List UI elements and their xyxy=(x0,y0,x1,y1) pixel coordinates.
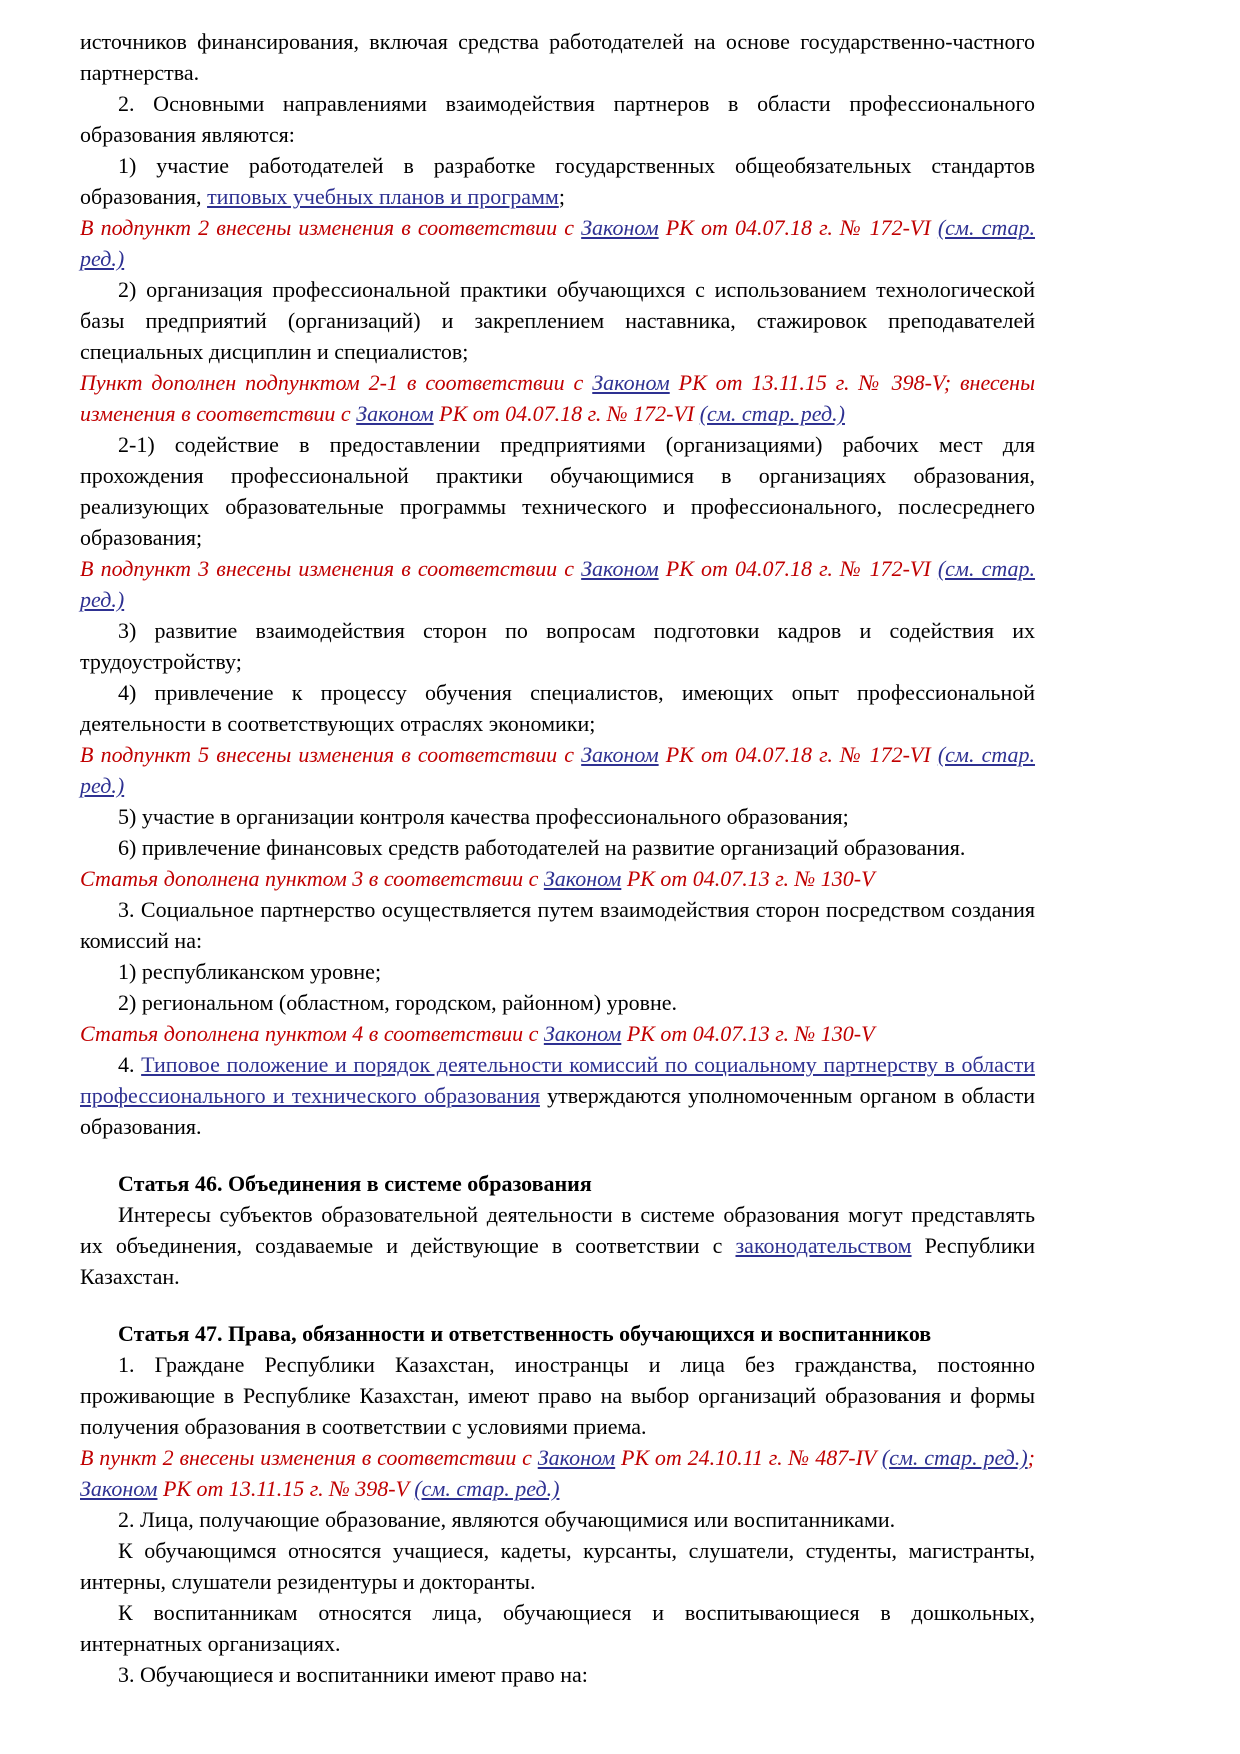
hyperlink[interactable]: Законом xyxy=(356,401,434,426)
text-run: 3. Социальное партнерство осуществляется путем взаимодействия сторон посредством создания комиссий на: xyxy=(80,897,1035,953)
amendment-note xyxy=(80,739,1035,801)
paragraph xyxy=(80,274,1035,367)
hyperlink[interactable]: Законом xyxy=(581,556,659,581)
text-run: Республики Казахстан. xyxy=(80,1233,1035,1289)
paragraph xyxy=(80,987,1035,1018)
paragraph xyxy=(80,1659,1035,1690)
text-run: 5) участие в организации контроля качества профессионального образования; xyxy=(118,804,849,829)
text-run: 4) привлечение к процессу обучения специалистов, имеющих опыт профессиональной деятельности в соответствующих отраслях экономики; xyxy=(80,680,1035,736)
text-run: РК от 24.10.11 г. № 487-IV xyxy=(615,1445,882,1470)
hyperlink[interactable]: законодательством xyxy=(735,1233,912,1258)
spacer xyxy=(80,1292,1035,1318)
spacer xyxy=(80,1142,1035,1168)
paragraph xyxy=(80,1535,1035,1597)
text-run: 1) участие работодателей в разработке государственных общеобязательных стандартов образования, xyxy=(80,153,1035,209)
hyperlink[interactable]: Законом xyxy=(543,866,622,891)
paragraph xyxy=(80,150,1035,212)
text-run: РК от 04.07.18 г. № 172-VI xyxy=(658,556,938,581)
hyperlink[interactable]: Типовое положение и порядок деятельности комиссий по социальному партнерству в области профессионального и технического образования xyxy=(80,1052,1036,1108)
text-run: 3) развитие взаимодействия сторон по вопросам подготовки кадров и содействия их трудоустройству; xyxy=(80,618,1035,674)
paragraph xyxy=(80,832,1035,863)
text-run: В подпункт 3 внесены изменения в соответствии с xyxy=(80,556,582,581)
text-run: 1) республиканском уровне; xyxy=(118,959,382,984)
paragraph xyxy=(80,1349,1035,1442)
text-run: Пункт дополнен подпунктом 2-1 в соответствии с xyxy=(80,370,593,395)
text-run: В подпункт 5 внесены изменения в соответствии с xyxy=(80,742,582,767)
text-run: 2. Лица, получающие образование, являются обучающимися или воспитанниками. xyxy=(118,1507,896,1532)
hyperlink[interactable]: Законом xyxy=(543,1021,622,1046)
paragraph xyxy=(80,801,1035,832)
document-content xyxy=(80,26,1035,1690)
text-run: РК от 04.07.18 г. № 172-VI xyxy=(658,215,938,240)
paragraph xyxy=(80,1504,1035,1535)
text-run: РК от 04.07.13 г. № 130-V xyxy=(621,866,875,891)
hyperlink[interactable]: (см. стар. ред.) xyxy=(80,742,1036,798)
text-run: Статья дополнена пунктом 3 в соответствии с xyxy=(80,866,544,891)
amendment-note xyxy=(80,212,1035,274)
text-run: 4. xyxy=(118,1052,142,1077)
amendment-note xyxy=(80,553,1035,615)
hyperlink[interactable]: Законом xyxy=(581,742,659,767)
text-run: В пункт 2 внесены изменения в соответствии с xyxy=(80,1445,538,1470)
paragraph xyxy=(80,956,1035,987)
hyperlink[interactable]: Законом xyxy=(592,370,670,395)
hyperlink[interactable]: типовых учебных планов и программ xyxy=(207,184,559,209)
hyperlink[interactable]: (см. стар. ред.) xyxy=(699,401,845,426)
paragraph xyxy=(80,429,1035,553)
paragraph xyxy=(80,1597,1035,1659)
amendment-note xyxy=(80,1018,1035,1049)
text-run: Статья дополнена пунктом 4 в соответствии с xyxy=(80,1021,544,1046)
paragraph xyxy=(80,615,1035,677)
hyperlink[interactable]: (см. стар. ред.) xyxy=(80,556,1036,612)
text-run: Статья 46. Объединения в системе образования xyxy=(118,1171,592,1196)
text-run: Интересы субъектов образовательной деятельности в системе образования могут представлять их объединения, создаваемые и действующие в соответствии с xyxy=(80,1202,1035,1258)
text-run: 2) организация профессиональной практики обучающихся с использованием технологической базы предприятий (организаций) и закреплением наставника, стажировок преподавателей специальных дисциплин и специалистов; xyxy=(80,277,1035,364)
text-run: РК от 04.07.18 г. № 172-VI xyxy=(433,401,700,426)
text-run: 1. Граждане Республики Казахстан, иностранцы и лица без гражданства, постоянно проживающие в Республике Казахстан, имеют право на выбор организаций образования и формы получения образования в соответствии с условиями приема. xyxy=(80,1352,1035,1439)
amendment-note xyxy=(80,1442,1035,1504)
paragraph xyxy=(80,26,1035,88)
text-run: К воспитанникам относятся лица, обучающиеся и воспитывающиеся в дошкольных, интернатных организациях. xyxy=(80,1600,1035,1656)
text-run: 6) привлечение финансовых средств работодателей на развитие организаций образования. xyxy=(118,835,966,860)
section-heading xyxy=(80,1318,1035,1349)
text-run: ; xyxy=(558,184,565,209)
text-run: К обучающимся относятся учащиеся, кадеты, курсанты, слушатели, студенты, магистранты, интерны, слушатели резидентуры и докторанты. xyxy=(80,1538,1035,1594)
amendment-note xyxy=(80,863,1035,894)
hyperlink[interactable]: Законом xyxy=(80,1476,158,1501)
hyperlink[interactable]: Законом xyxy=(581,215,659,240)
amendment-note xyxy=(80,367,1035,429)
text-run: 2. Основными направлениями взаимодействия партнеров в области профессионального образования являются: xyxy=(80,91,1035,147)
text-run: источников финансирования, включая средства работодателей на основе государственно-частного партнерства. xyxy=(80,29,1035,85)
text-run: В подпункт 2 внесены изменения в соответствии с xyxy=(80,215,582,240)
paragraph xyxy=(80,894,1035,956)
text-run: РК от 04.07.18 г. № 172-VI xyxy=(658,742,938,767)
paragraph xyxy=(80,677,1035,739)
text-run: РК от 13.11.15 г. № 398-V xyxy=(157,1476,415,1501)
paragraph xyxy=(80,1199,1035,1292)
text-run: Статья 47. Права, обязанности и ответственность обучающихся и воспитанников xyxy=(118,1321,932,1346)
hyperlink[interactable]: (см. стар. ред.) xyxy=(80,215,1036,271)
hyperlink[interactable]: Законом xyxy=(537,1445,616,1470)
text-run: РК от 04.07.13 г. № 130-V xyxy=(621,1021,875,1046)
text-run: РК от 13.11.15 г. № 398-V; внесены изменения в соответствии с xyxy=(80,370,1035,426)
text-run: 2) региональном (областном, городском, районном) уровне. xyxy=(118,990,677,1015)
text-run: ; xyxy=(1027,1445,1035,1470)
text-run: 3. Обучающиеся и воспитанники имеют право на: xyxy=(118,1662,588,1687)
text-run: 2-1) содействие в предоставлении предприятиями (организациями) рабочих мест для прохождения профессиональной практики обучающимися в организациях образования, реализующих образовательные программы технического и профессионального, послесреднего образования; xyxy=(80,432,1035,550)
section-heading xyxy=(80,1168,1035,1199)
hyperlink[interactable]: (см. стар. ред.) xyxy=(881,1445,1028,1470)
paragraph xyxy=(80,88,1035,150)
hyperlink[interactable]: (см. стар. ред.) xyxy=(414,1476,560,1501)
text-run: утверждаются уполномоченным органом в области образования. xyxy=(80,1083,1036,1139)
paragraph xyxy=(80,1049,1035,1142)
